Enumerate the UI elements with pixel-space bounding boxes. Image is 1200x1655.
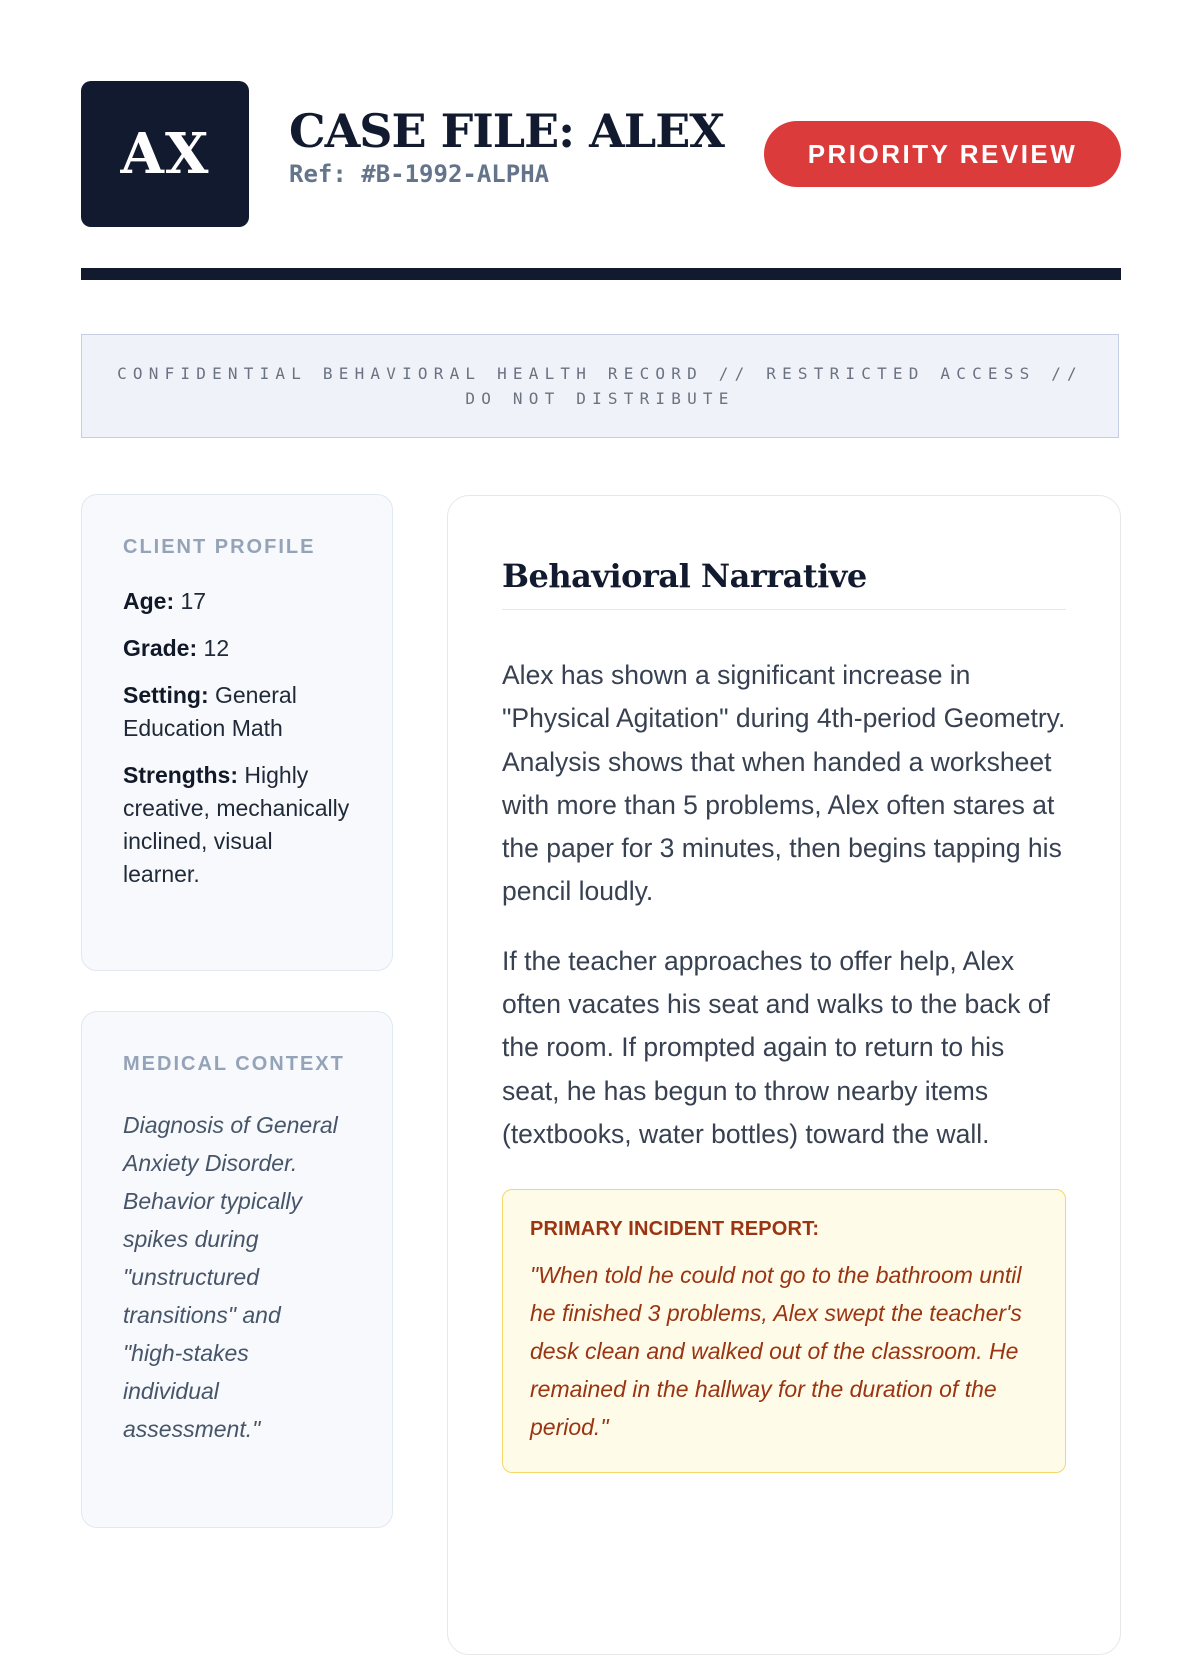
profile-age — [123, 585, 352, 618]
profile-grade — [123, 632, 352, 665]
case-reference: Ref: #B-1992-ALPHA — [289, 160, 550, 188]
case-header — [81, 81, 1121, 227]
medical-context-card — [81, 1011, 393, 1528]
avatar: AX — [81, 81, 249, 227]
profile-strengths-label: Strengths: — [123, 762, 238, 788]
medical-context-text: Diagnosis of General Anxiety Disorder. Behavior typically spikes during "unstructured transitions" and "high-stakes individual assessment." — [123, 1112, 338, 1442]
narrative-paragraph: If the teacher approaches to offer help, Alex often vacates his seat and walks to the back of the room. If prompted again to return to his seat, he has begun to throw nearby items (textbooks, water bottles) toward the wall. — [502, 945, 1050, 1149]
case-file-page — [81, 81, 1121, 1442]
profile-grade-label: Grade: — [123, 635, 198, 661]
medical-context-heading: MEDICAL CONTEXT — [123, 1053, 345, 1075]
priority-review-button[interactable]: PRIORITY REVIEW — [764, 121, 1121, 187]
profile-grade-value: 12 — [203, 635, 230, 661]
profile-setting-value: General Education Math — [123, 682, 297, 741]
page-title: CASE FILE: ALEX — [289, 104, 724, 158]
narrative-title: Behavioral Narrative — [502, 556, 1066, 610]
profile-age-label: Age: — [123, 588, 175, 614]
narrative-paragraph: Alex has shown a significant increase in "Physical Agitation" during 4th-period Geometry. Analysis shows that when handed a worksheet with more than 5 problems, Alex often stares at the paper for 3 minutes, then begins tapping his pencil loudly. — [502, 660, 1066, 907]
incident-report-heading: PRIMARY INCIDENT REPORT: — [530, 1218, 820, 1241]
confidential-banner — [81, 334, 1119, 438]
header-divider — [81, 268, 1121, 280]
client-profile-card — [81, 494, 393, 971]
incident-report-box — [502, 1189, 1066, 1473]
confidential-banner-text: CONFIDENTIAL BEHAVIORAL HEALTH RECORD // RESTRICTED ACCESS // DO NOT DISTRIBUTE — [117, 364, 1083, 408]
client-profile-heading: CLIENT PROFILE — [123, 536, 316, 558]
title-block — [289, 103, 724, 189]
profile-setting — [123, 679, 352, 745]
incident-report-text: "When told he could not go to the bathroom until he finished 3 problems, Alex swept the teacher's desk clean and walked out of the classroom. He remained in the hallway for the duration of the period." — [530, 1262, 1022, 1441]
profile-strengths — [123, 759, 352, 891]
profile-setting-label: Setting: — [123, 682, 209, 708]
profile-strengths-value: Highly creative, mechanically inclined, visual learner. — [123, 762, 350, 887]
profile-age-value: 17 — [180, 588, 207, 614]
behavioral-narrative-card — [447, 495, 1121, 1655]
